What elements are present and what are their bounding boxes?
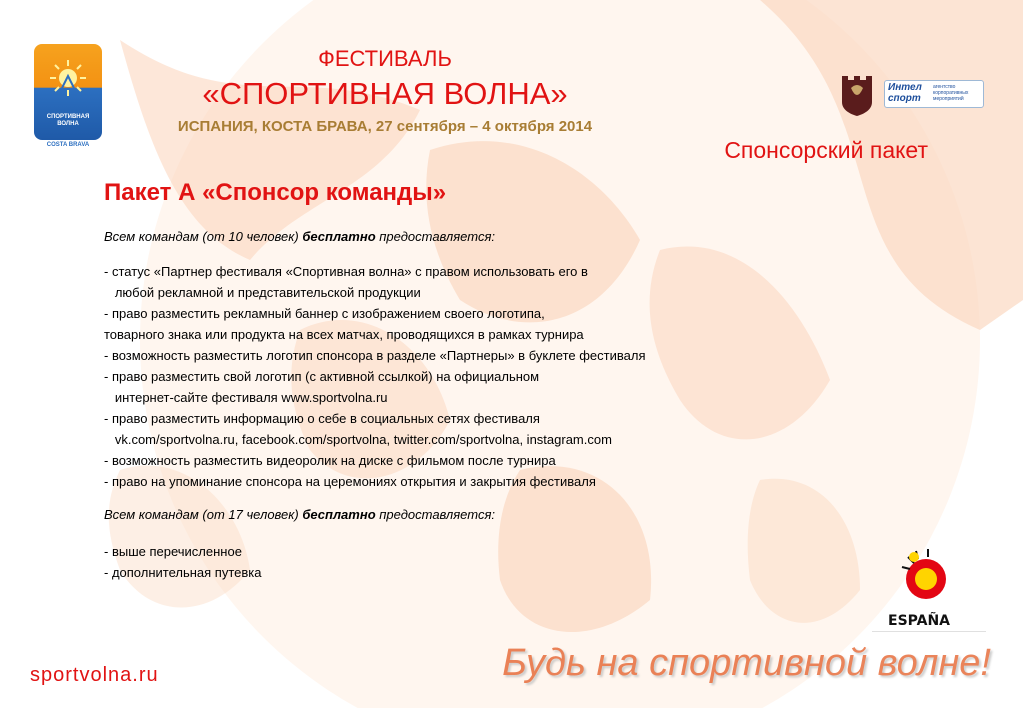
- festival-title-line1: ФЕСТИВАЛЬ: [318, 46, 452, 71]
- package-content: [104, 178, 824, 583]
- extra-benefits-list: [104, 541, 824, 583]
- list-item: - право разместить рекламный баннер с изображением своего логотипа,: [104, 306, 545, 321]
- festival-title-line2: «СПОРТИВНАЯ ВОЛНА»: [202, 76, 568, 111]
- logo-text-line1: СПОРТИВНАЯ: [46, 114, 90, 120]
- list-item: vk.com/sportvolna.ru, facebook.com/sportvolna, twitter.com/sportvolna, instagram.com: [104, 432, 612, 447]
- intro2-after: предоставляется:: [375, 507, 496, 522]
- espana-logo: [880, 545, 980, 633]
- logo-subtitle: COSTA BRAVA: [46, 142, 90, 148]
- list-item: - дополнительная путевка: [104, 565, 262, 580]
- festival-logo: [34, 44, 102, 148]
- list-item: - статус «Партнер фестиваля «Спортивная волна» с правом использовать его в: [104, 264, 588, 279]
- intel-word2: спорт: [888, 93, 921, 104]
- list-item: - возможность разместить видеоролик на диске с фильмом после турнира: [104, 453, 556, 468]
- intro2-before: Всем командам (от 17 человек): [104, 507, 303, 522]
- intro-10-people: [104, 228, 824, 245]
- intel-sport-word: [888, 82, 922, 104]
- benefits-list: [104, 261, 824, 492]
- intro1-after: предоставляется:: [375, 229, 496, 244]
- espana-text: ESPAÑA: [888, 613, 951, 629]
- list-item: - право на упоминание спонсора на церемониях открытия и закрытия фестиваля: [104, 474, 596, 489]
- intro-17-people: [104, 506, 824, 523]
- list-item: интернет-сайте фестиваля www.sportvolna.ru: [104, 390, 388, 405]
- logo-text: [36, 114, 100, 128]
- list-item: - возможность разместить логотип спонсора в разделе «Партнеры» в буклете фестиваля: [104, 348, 646, 363]
- logo-shield: [34, 44, 102, 140]
- partner-logos: [838, 72, 988, 122]
- list-item: - право разместить информацию о себе в социальных сетях фестиваля: [104, 411, 540, 426]
- intro1-before: Всем командам (от 10 человек): [104, 229, 303, 244]
- logo-text-line2: ВОЛНА: [57, 121, 79, 127]
- list-item: - выше перечисленное: [104, 544, 242, 559]
- package-title: Пакет А «Спонсор команды»: [104, 179, 447, 206]
- slogan: Будь на спортивной волне!: [502, 642, 991, 684]
- list-item: любой рекламной и представительской продукции: [104, 285, 421, 300]
- site-link[interactable]: sportvolna.ru: [30, 664, 159, 686]
- espana-divider: [872, 631, 986, 632]
- intel-tagline: агентство корпоративных мероприятий: [933, 84, 969, 102]
- list-item: товарного знака или продукта на всех матчах, проводящихся в рамках турнира: [104, 327, 584, 342]
- mitas-logo: [838, 72, 876, 118]
- intel-sport-logo: [884, 80, 984, 108]
- sun-figure-icon: [48, 58, 88, 98]
- intro1-bold: бесплатно: [302, 229, 376, 244]
- festival-dates: ИСПАНИЯ, КОСТА БРАВА, 27 сентября – 4 октября 2014: [177, 118, 593, 135]
- list-item: - право разместить свой логотип (с активной ссылкой) на официальном: [104, 369, 540, 384]
- intro2-bold: бесплатно: [302, 507, 376, 522]
- intel-word1: Интел: [888, 82, 922, 93]
- sponsor-package-heading: Спонсорский пакет: [724, 137, 928, 163]
